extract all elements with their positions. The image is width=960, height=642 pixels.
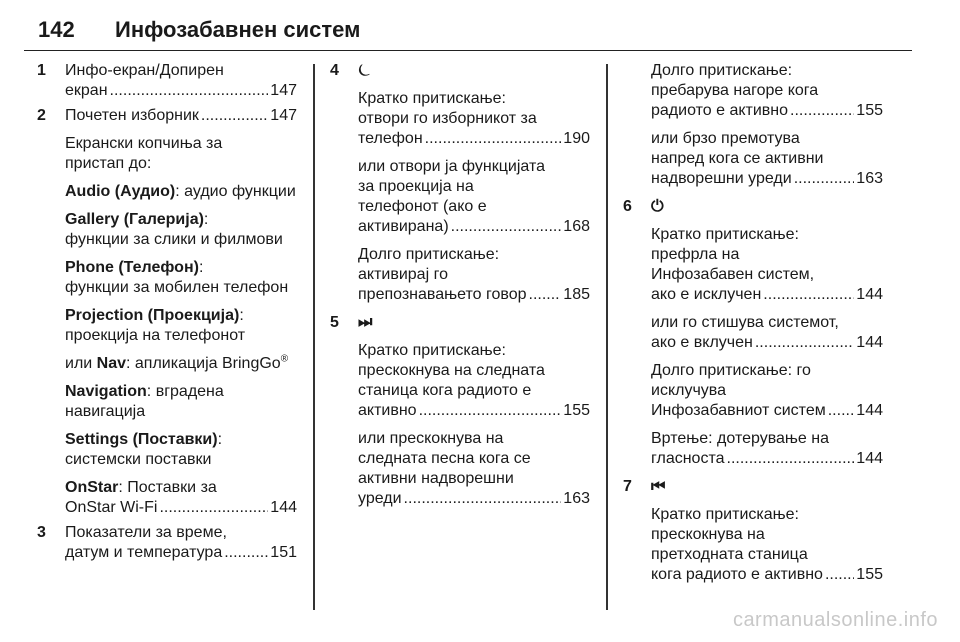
item-text: активно [358,402,417,419]
button-label: Audio (Аудио) [65,183,176,200]
item-text: : аудио функции [175,183,296,200]
item-text: телефонот (ако е [358,198,487,215]
list-item [623,477,883,585]
page-ref[interactable]: 163 [856,170,883,187]
item-text: кога радиото е активно [651,566,823,583]
page-number: 142 [38,17,75,42]
item-text: екран [65,82,108,99]
page-ref[interactable]: 185 [563,286,590,303]
watermark: carmanualsonline.info [732,609,938,631]
item-text: радиото е активно [651,102,789,119]
page-ref[interactable]: 147 [270,82,297,99]
page-ref[interactable]: 155 [563,402,590,419]
column-2 [330,61,590,517]
item-text: или отвори ја функцијата [358,158,545,175]
page-ref[interactable]: 190 [563,130,590,147]
item-text: OnStar Wi-Fi [65,499,158,516]
item-text: Инфо-екран/Допирен [65,62,224,79]
item-text: проекција на телефонот [65,327,246,344]
item-text: активирана) [358,218,449,235]
column-divider [313,64,315,610]
item-text: Екрански копчиња за [65,135,223,152]
item-text: пристап до: [65,155,152,172]
page-title: Инфозабавнен систем [115,17,361,42]
page-ref[interactable]: 144 [856,334,883,351]
item-text: надворешни уреди [651,170,792,187]
item-text: навигација [65,403,146,420]
item-text: : апликација BringGo [126,355,281,372]
item-text: или прескокнува на [358,430,504,447]
column-1 [37,61,297,568]
page-ref[interactable]: 155 [856,102,883,119]
item-text: функции за мобилен телефон [65,279,289,296]
item-text: претходната станица [651,546,808,563]
item-text: : [217,431,223,448]
item-text: : [203,211,209,228]
page-ref[interactable]: 144 [270,499,297,516]
button-label: Settings (Поставки) [65,431,218,448]
page-ref[interactable]: 151 [270,544,297,561]
item-text: или брзо премотува [651,130,800,147]
list-item [330,61,590,305]
column-divider [606,64,608,610]
item-text: Вртење: дотерување на [651,430,829,447]
item-text: Инфозабавниот систем [651,402,826,419]
item-text: префрла на [651,246,740,263]
item-text: : Поставки за [118,479,217,496]
skip-forward-icon: ⏭ [358,314,373,331]
item-text: Кратко притискање: [651,506,799,523]
item-text: за проекција на [358,178,474,195]
item-text: гласноста [651,450,725,467]
phone-icon: ⏾ [358,62,371,79]
page-ref[interactable]: 147 [270,107,297,124]
page-ref[interactable]: 168 [563,218,590,235]
item-text: системски поставки [65,451,212,468]
item-text: исклучува [651,382,727,399]
item-text: Инфозабавен систем, [651,266,815,283]
list-item [623,197,883,469]
item-number: 3 [37,524,46,541]
skip-back-icon: ⏮ [651,478,666,495]
list-item [37,61,297,101]
item-text: функции за слики и филмови [65,231,283,248]
item-text: Кратко притискање: [358,342,506,359]
power-icon: ⏻ [651,198,664,215]
page-ref[interactable]: 163 [563,490,590,507]
item-text: прескокнува на [651,526,765,543]
item-text: отвори го изборникот за [358,110,537,127]
list-item [330,313,590,509]
item-text: следната песна кога се [358,450,531,467]
button-label: Projection (Проекција) [65,307,240,324]
item-text: Долго притискање: [358,246,500,263]
button-label: Nav [96,355,127,372]
item-text: или [65,355,97,372]
item-text: Кратко притискање: [358,90,506,107]
button-label: Navigation [65,383,147,400]
item-number: 2 [37,107,46,124]
item-text: препознавањето говор [358,286,527,303]
item-text: датум и температура [65,544,223,561]
item-text: Почетен изборник [65,107,199,124]
item-text: пребарува нагоре кога [651,82,819,99]
item-text: активирај го [358,266,448,283]
item-text: уреди [358,490,402,507]
item-text: Долго притискање: [651,62,793,79]
list-item [37,106,297,518]
item-text: прескокнува на следната [358,362,545,379]
button-label: Phone (Телефон) [65,259,199,276]
item-text: напред кога се активни [651,150,824,167]
page-ref[interactable]: 144 [856,402,883,419]
button-label: OnStar [65,479,119,496]
item-text: или го стишува системот, [651,314,839,331]
item-text: ако е исклучен [651,286,762,303]
page-ref[interactable]: 144 [856,286,883,303]
page-header [24,4,912,51]
list-item [37,523,297,563]
item-text: станица кога радиото е [358,382,532,399]
item-text: : [198,259,204,276]
column-3 [623,61,883,593]
item-text: Кратко притискање: [651,226,799,243]
page-ref[interactable]: 155 [856,566,883,583]
item-text: телефон [358,130,423,147]
item-number: 5 [330,314,339,331]
item-text: ако е вклучен [651,334,753,351]
list-item [623,61,883,189]
item-text: Показатели за време, [65,524,227,541]
button-label: Gallery (Галерија) [65,211,204,228]
registered-mark: ® [280,353,289,365]
item-number: 7 [623,478,632,495]
item-text: активни надворешни [358,470,514,487]
item-number: 4 [330,62,339,79]
item-text: Долго притискање: го [651,362,811,379]
item-text: : вградена [146,383,224,400]
item-number: 6 [623,198,632,215]
item-number: 1 [37,62,46,79]
page-ref[interactable]: 144 [856,450,883,467]
item-text: : [239,307,244,324]
